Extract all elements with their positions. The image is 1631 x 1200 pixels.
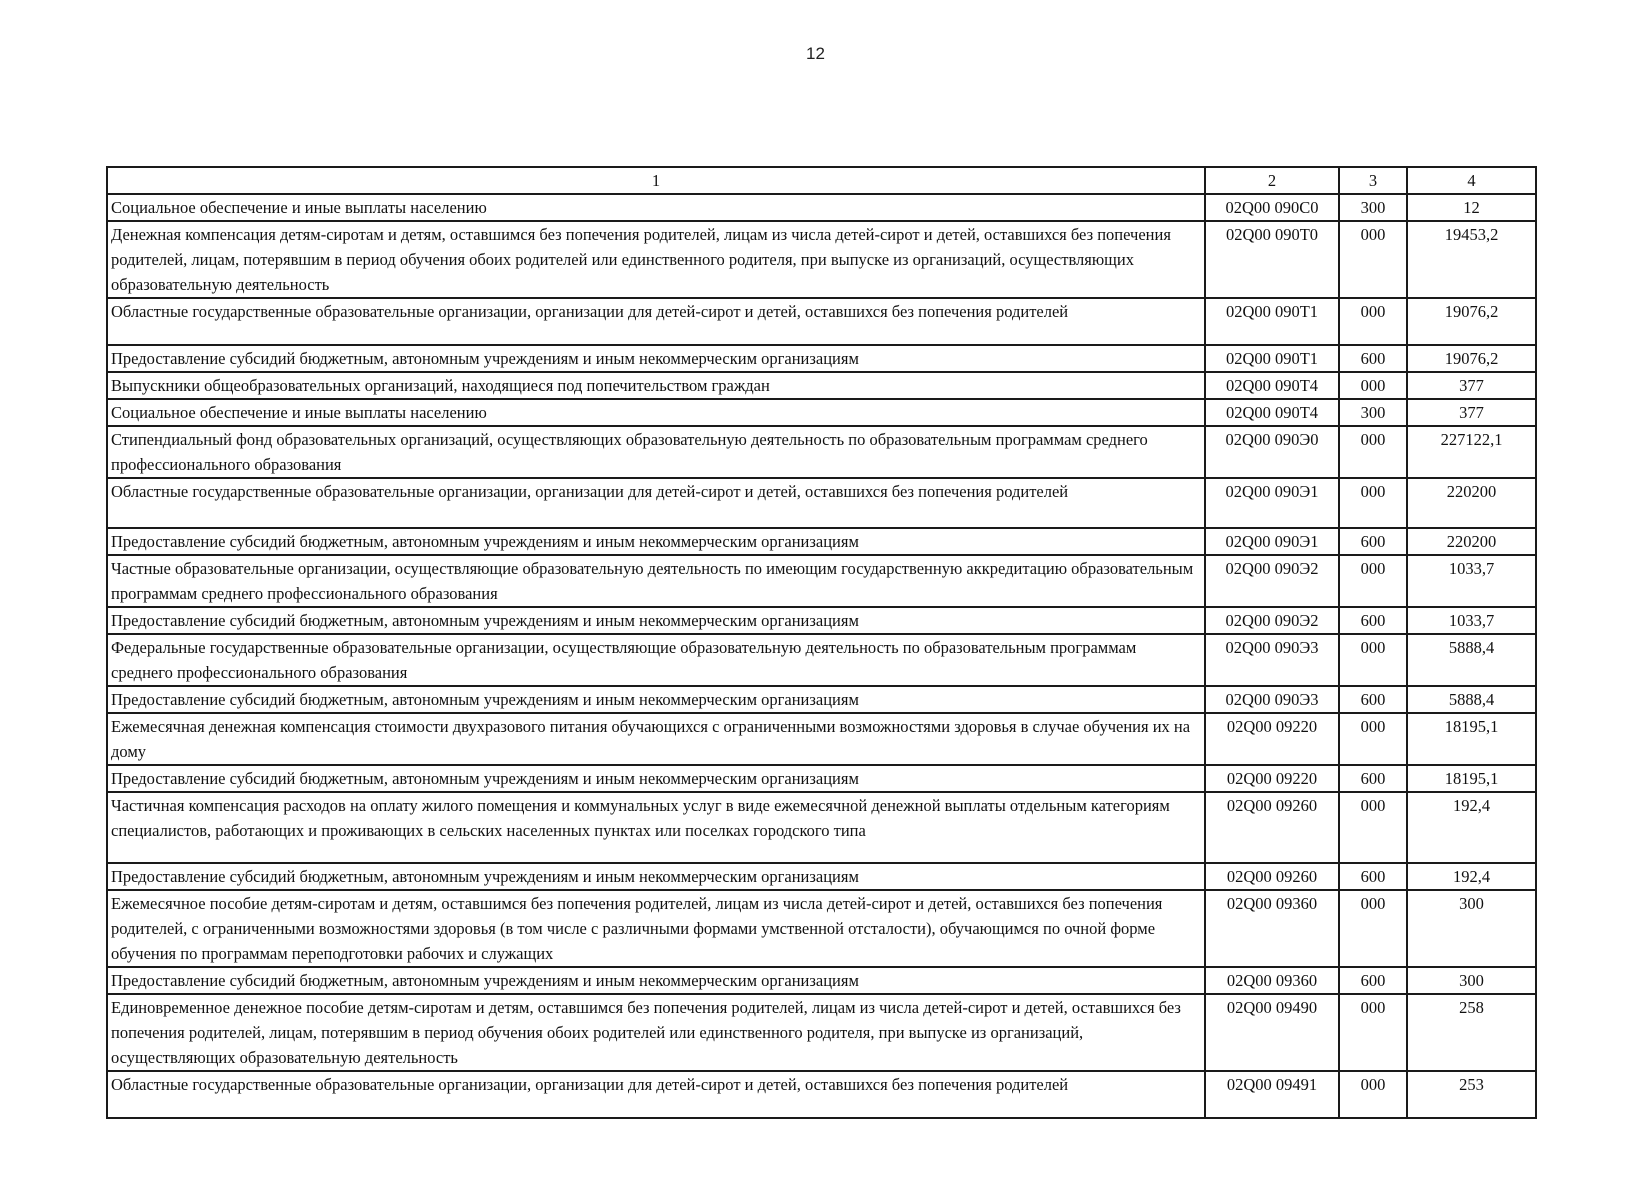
row-amount: 12 (1407, 194, 1536, 221)
table-row (107, 528, 1536, 555)
row-type: 000 (1339, 634, 1407, 686)
row-description: Областные государственные образовательные организации, организации для детей-сирот и детей, оставшихся без попечения родителей (107, 1071, 1205, 1118)
row-code: 02Q00 090T1 (1205, 298, 1339, 345)
budget-table (106, 166, 1537, 1119)
table-row (107, 634, 1536, 686)
table-row (107, 994, 1536, 1071)
row-description: Областные государственные образовательные организации, организации для детей-сирот и детей, оставшихся без попечения родителей (107, 298, 1205, 345)
row-description: Предоставление субсидий бюджетным, автономным учреждениям и иным некоммерческим организациям (107, 863, 1205, 890)
row-type: 000 (1339, 426, 1407, 478)
row-description: Предоставление субсидий бюджетным, автономным учреждениям и иным некоммерческим организациям (107, 765, 1205, 792)
row-code: 02Q00 090Э3 (1205, 634, 1339, 686)
row-description: Частные образовательные организации, осуществляющие образовательную деятельность по имеющим государственную аккредитацию образовательным программам среднего профессионального образования (107, 555, 1205, 607)
row-description: Предоставление субсидий бюджетным, автономным учреждениям и иным некоммерческим организациям (107, 686, 1205, 713)
row-code: 02Q00 090Э3 (1205, 686, 1339, 713)
row-code: 02Q00 09220 (1205, 765, 1339, 792)
table-row (107, 399, 1536, 426)
table-header-row (107, 167, 1536, 194)
row-type: 000 (1339, 372, 1407, 399)
table-row (107, 686, 1536, 713)
row-type: 300 (1339, 194, 1407, 221)
row-amount: 227122,1 (1407, 426, 1536, 478)
row-amount: 19076,2 (1407, 345, 1536, 372)
row-description: Предоставление субсидий бюджетным, автономным учреждениям и иным некоммерческим организациям (107, 345, 1205, 372)
row-description: Областные государственные образовательные организации, организации для детей-сирот и детей, оставшихся без попечения родителей (107, 478, 1205, 528)
row-type: 000 (1339, 478, 1407, 528)
row-code: 02Q00 090Э1 (1205, 528, 1339, 555)
row-amount: 258 (1407, 994, 1536, 1071)
row-amount: 220200 (1407, 528, 1536, 555)
row-amount: 1033,7 (1407, 607, 1536, 634)
row-description: Денежная компенсация детям-сиротам и детям, оставшимся без попечения родителей, лицам из числа детей-сирот и детей, оставшихся без попечения родителей, лицам, потерявшим в период обучения обоих родителей или единственного родителя, при выпуске из организаций, осуществляющих образовательную деятельность (107, 221, 1205, 298)
row-amount: 377 (1407, 372, 1536, 399)
row-code: 02Q00 090Э1 (1205, 478, 1339, 528)
row-description: Социальное обеспечение и иные выплаты населению (107, 399, 1205, 426)
row-type: 000 (1339, 792, 1407, 863)
table-row (107, 1071, 1536, 1118)
table-row (107, 555, 1536, 607)
table-row (107, 221, 1536, 298)
table-row (107, 765, 1536, 792)
row-code: 02Q00 090T1 (1205, 345, 1339, 372)
row-code: 02Q00 09360 (1205, 967, 1339, 994)
row-type: 000 (1339, 1071, 1407, 1118)
row-type: 000 (1339, 555, 1407, 607)
row-amount: 253 (1407, 1071, 1536, 1118)
row-amount: 220200 (1407, 478, 1536, 528)
row-type: 600 (1339, 967, 1407, 994)
row-code: 02Q00 090C0 (1205, 194, 1339, 221)
row-description: Ежемесячная денежная компенсация стоимости двухразового питания обучающихся с ограниченными возможностями здоровья в случае обучения их на дому (107, 713, 1205, 765)
row-amount: 5888,4 (1407, 686, 1536, 713)
row-amount: 18195,1 (1407, 713, 1536, 765)
row-type: 600 (1339, 863, 1407, 890)
row-code: 02Q00 090Э2 (1205, 555, 1339, 607)
row-type: 300 (1339, 399, 1407, 426)
row-amount: 300 (1407, 890, 1536, 967)
row-amount: 192,4 (1407, 863, 1536, 890)
table-row (107, 298, 1536, 345)
table-row (107, 863, 1536, 890)
row-description: Стипендиальный фонд образовательных организаций, осуществляющих образовательную деятельность по образовательным программам среднего профессионального образования (107, 426, 1205, 478)
row-type: 600 (1339, 765, 1407, 792)
row-amount: 19076,2 (1407, 298, 1536, 345)
column-header-code: 2 (1205, 167, 1339, 194)
row-code: 02Q00 090T0 (1205, 221, 1339, 298)
row-amount: 300 (1407, 967, 1536, 994)
row-code: 02Q00 09260 (1205, 863, 1339, 890)
column-header-amount: 4 (1407, 167, 1536, 194)
table-row (107, 372, 1536, 399)
row-type: 600 (1339, 528, 1407, 555)
row-description: Ежемесячное пособие детям-сиротам и детям, оставшимся без попечения родителей, лицам из числа детей-сирот и детей, оставшихся без попечения родителей, с ограниченными возможностями здоровья (в том числе с различными формами умственной отсталости), обучающимся по очной форме обучения по программам переподготовки рабочих и служащих (107, 890, 1205, 967)
row-code: 02Q00 09491 (1205, 1071, 1339, 1118)
row-description: Единовременное денежное пособие детям-сиротам и детям, оставшимся без попечения родителей, лицам из числа детей-сирот и детей, оставшихся без попечения родителей, лицам, потерявшим в период обучения обоих родителей или единственного родителя, при выпуске из организаций, осуществляющих образовательную деятельность (107, 994, 1205, 1071)
row-type: 600 (1339, 686, 1407, 713)
row-description: Социальное обеспечение и иные выплаты населению (107, 194, 1205, 221)
row-amount: 192,4 (1407, 792, 1536, 863)
table-row (107, 890, 1536, 967)
table-row (107, 792, 1536, 863)
column-header-description: 1 (107, 167, 1205, 194)
row-code: 02Q00 09490 (1205, 994, 1339, 1071)
row-amount: 5888,4 (1407, 634, 1536, 686)
table-row (107, 607, 1536, 634)
column-header-type: 3 (1339, 167, 1407, 194)
row-code: 02Q00 09220 (1205, 713, 1339, 765)
row-code: 02Q00 09360 (1205, 890, 1339, 967)
row-amount: 19453,2 (1407, 221, 1536, 298)
row-type: 600 (1339, 345, 1407, 372)
table-row (107, 478, 1536, 528)
row-type: 600 (1339, 607, 1407, 634)
row-code: 02Q00 090Э0 (1205, 426, 1339, 478)
row-code: 02Q00 090T4 (1205, 372, 1339, 399)
row-description: Предоставление субсидий бюджетным, автономным учреждениям и иным некоммерческим организациям (107, 607, 1205, 634)
row-description: Предоставление субсидий бюджетным, автономным учреждениям и иным некоммерческим организациям (107, 528, 1205, 555)
row-amount: 377 (1407, 399, 1536, 426)
row-code: 02Q00 09260 (1205, 792, 1339, 863)
row-type: 000 (1339, 890, 1407, 967)
table-row (107, 713, 1536, 765)
page-number: 12 (806, 44, 825, 63)
table-row (107, 345, 1536, 372)
table-row (107, 194, 1536, 221)
row-amount: 18195,1 (1407, 765, 1536, 792)
row-description: Предоставление субсидий бюджетным, автономным учреждениям и иным некоммерческим организациям (107, 967, 1205, 994)
row-type: 000 (1339, 713, 1407, 765)
row-type: 000 (1339, 994, 1407, 1071)
row-type: 000 (1339, 298, 1407, 345)
table-row (107, 426, 1536, 478)
row-amount: 1033,7 (1407, 555, 1536, 607)
row-code: 02Q00 090Э2 (1205, 607, 1339, 634)
row-description: Выпускники общеобразовательных организаций, находящиеся под попечительством граждан (107, 372, 1205, 399)
table-row (107, 967, 1536, 994)
row-description: Частичная компенсация расходов на оплату жилого помещения и коммунальных услуг в виде ежемесячной денежной выплаты отдельным категориям специалистов, работающих и проживающих в сельских населенных пунктах или поселках городского типа (107, 792, 1205, 863)
row-type: 000 (1339, 221, 1407, 298)
row-description: Федеральные государственные образовательные организации, осуществляющие образовательную деятельность по образовательным программам среднего профессионального образования (107, 634, 1205, 686)
row-code: 02Q00 090T4 (1205, 399, 1339, 426)
